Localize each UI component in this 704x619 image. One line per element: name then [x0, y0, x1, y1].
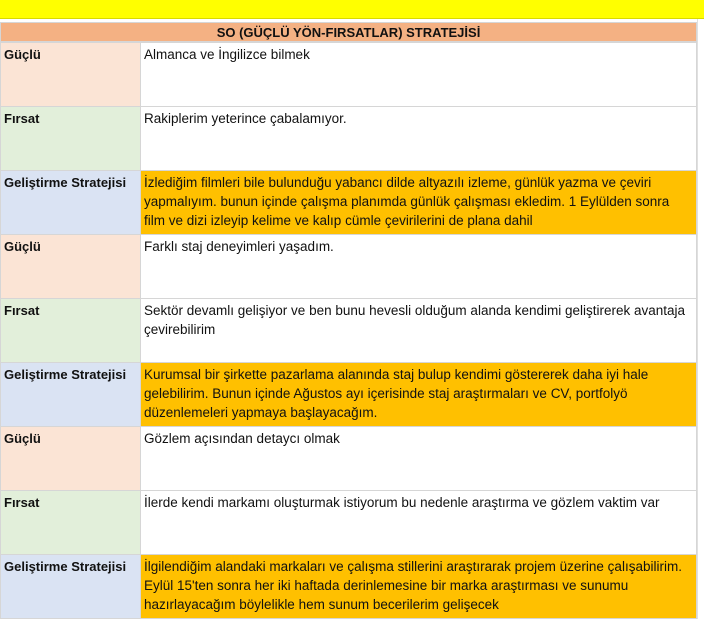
row-text-cell[interactable]: İlgilendiğim alandaki markaları ve çalışma stillerini araştırarak projem üzerine çalışabilirim. Eylül 15'ten sonra her iki haftada derinlemesine bir marka araştırması ve sunumu hazırlayacağım böylelikle hem sunum becerilerim gelişecek: [141, 555, 697, 619]
row-text-cell[interactable]: İzlediğim filmleri bile bulunduğu yabancı dilde altyazılı izleme, günlük yazma ve çeviri yapmalıyım. bunun içinde çalışma planımda günlük çalışması ekledim. 1 Eylülden sonra film ve dizi izleyip kelime ve kalıp cümle çevirilerini de plana dahil: [141, 171, 697, 235]
table-row: [1, 427, 697, 491]
row-label-cell[interactable]: Güçlü: [1, 43, 141, 107]
table-row: [1, 171, 697, 235]
row-label-cell[interactable]: Fırsat: [1, 491, 141, 555]
top-yellow-band: [0, 0, 704, 19]
row-label-cell[interactable]: Geliştirme Stratejisi: [1, 171, 141, 235]
sheet-right-edge: [697, 19, 704, 619]
row-text-cell[interactable]: Gözlem açısından detaycı olmak: [141, 427, 697, 491]
table-row: [1, 43, 697, 107]
row-label-cell[interactable]: Geliştirme Stratejisi: [1, 363, 141, 427]
table-row: [1, 299, 697, 363]
row-text-cell[interactable]: Rakiplerim yeterince çabalamıyor.: [141, 107, 697, 171]
row-text-cell[interactable]: Farklı staj deneyimleri yaşadım.: [141, 235, 697, 299]
table-row: [1, 107, 697, 171]
table-row: [1, 555, 697, 619]
table-row: [1, 363, 697, 427]
so-strategy-table: [0, 42, 697, 619]
row-label-cell[interactable]: Güçlü: [1, 427, 141, 491]
row-label-cell[interactable]: Fırsat: [1, 107, 141, 171]
row-text-cell[interactable]: İlerde kendi markamı oluşturmak istiyorum bu nedenle araştırma ve gözlem vaktim var: [141, 491, 697, 555]
table-row: [1, 235, 697, 299]
row-label-cell[interactable]: Fırsat: [1, 299, 141, 363]
row-text-cell[interactable]: Kurumsal bir şirkette pazarlama alanında staj bulup kendimi göstererek daha iyi hale gelebilirim. Bunun içinde Ağustos ayı içerisinde staj araştırmaları ve CV, portfolyö düzenlemeleri yapmaya başlayacağım.: [141, 363, 697, 427]
row-text-cell[interactable]: Sektör devamlı gelişiyor ve ben bunu hevesli olduğum alanda kendimi geliştirerek avantaja çevirebilirim: [141, 299, 697, 363]
row-label-cell[interactable]: Geliştirme Stratejisi: [1, 555, 141, 619]
row-label-cell[interactable]: Güçlü: [1, 235, 141, 299]
row-text-cell[interactable]: Almanca ve İngilizce bilmek: [141, 43, 697, 107]
table-row: [1, 491, 697, 555]
table-title[interactable]: SO (GÜÇLÜ YÖN-FIRSATLAR) STRATEJİSİ: [0, 22, 697, 42]
